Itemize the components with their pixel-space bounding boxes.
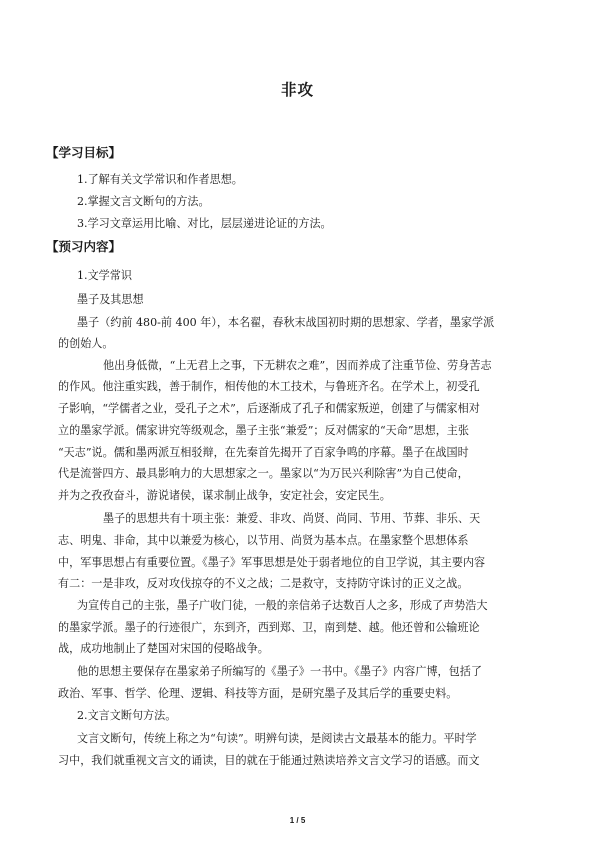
- paragraph-line: 习中，我们就重视文言文的诵读，目的就在于能通过熟读培养文言文学习的语感。而文: [58, 754, 480, 767]
- subheading-method: 2.文言文断句方法。: [77, 709, 177, 722]
- page-number: 1 / 5: [289, 816, 306, 825]
- paragraph-line: 为宣传自己的主张，墨子广收门徒，一般的亲信弟子达数百人之多，形成了声势浩大: [77, 599, 488, 612]
- paragraph-line: 他出身低微，“上无君上之事，下无耕农之难”，因而养成了注重节俭、劳身苦志: [103, 359, 492, 372]
- document-title: 非攻: [280, 81, 314, 99]
- paragraph-line: 子影响，“学儒者之业，受孔子之术”，后逐渐成了孔子和儒家叛逆，创建了与儒家相对: [58, 402, 480, 415]
- paragraph-line: “天志”说。儒和墨两派互相驳辩，在先秦首先揭开了百家争鸣的序幕。墨子在战国时: [58, 446, 469, 459]
- paragraph-line: 的创始人。: [58, 337, 114, 350]
- paragraph-line: 墨子（约前 480-前 400 年），本名翟，春秋末战国初时期的思想家、学者，墨家学派: [77, 316, 495, 329]
- section-heading-preview: 【预习内容】: [46, 239, 122, 254]
- paragraph-line: 墨子的思想共有十项主张：兼爱、非攻、尚贤、尚同、节用、节葬、非乐、天: [103, 512, 481, 525]
- paragraph-line: 志、明鬼、非命，其中以兼爱为核心，以节用、尚贤为基本点。在墨家整个思想体系: [58, 534, 469, 547]
- goal-item: 3.学习文章运用比喻、对比，层层递进论证的方法。: [77, 217, 332, 230]
- paragraph-line: 的墨家学派。墨子的行迹很广，东到齐，西到郑、卫，南到楚、越。他还曾和公输班论: [58, 621, 480, 634]
- section-heading-goals: 【学习目标】: [46, 145, 122, 160]
- subheading-mozi: 墨子及其思想: [77, 293, 144, 306]
- goal-item: 1.了解有关文学常识和作者思想。: [77, 173, 243, 186]
- paragraph-line: 中，军事思想占有重要位置。《墨子》军事思想是处于弱者地位的自卫学说，其主要内容: [58, 556, 486, 569]
- goal-item: 2.掌握文言文断句的方法。: [77, 195, 210, 208]
- paragraph-line: 并为之孜孜奋斗，游说诸侯，谋求制止战争，安定社会，安定民生。: [58, 489, 391, 502]
- paragraph-line: 他的思想主要保存在墨家弟子所编写的《墨子》一书中。《墨子》内容广博，包括了: [77, 665, 482, 678]
- paragraph-line: 的作风。他注重实践，善于制作，相传他的木工技术，与鲁班齐名。在学术上，初受孔: [58, 380, 480, 393]
- paragraph-line: 代是流誉四方、最具影响力的大思想家之一。墨家以“为万民兴利除害”为自己使命，: [58, 467, 469, 480]
- subheading-literature: 1.文学常识: [77, 269, 132, 282]
- paragraph-line: 有二：一是非攻，反对攻伐掠夺的不义之战；二是救守，支持防守诛讨的正义之战。: [58, 577, 469, 590]
- paragraph-line: 立的墨家学派。儒家讲究等级观念，墨子主张“兼爱”；反对儒家的“天命”思想，主张: [58, 424, 469, 437]
- paragraph-line: 政治、军事、哲学、伦理、逻辑、科技等方面，是研究墨子及其后学的重要史料。: [58, 687, 458, 700]
- paragraph-line: 战，成功地制止了楚国对宋国的侵略战争。: [58, 642, 269, 655]
- paragraph-line: 文言文断句，传统上称之为“句读”。明辨句读，是阅读古文最基本的能力。平时学: [77, 732, 477, 745]
